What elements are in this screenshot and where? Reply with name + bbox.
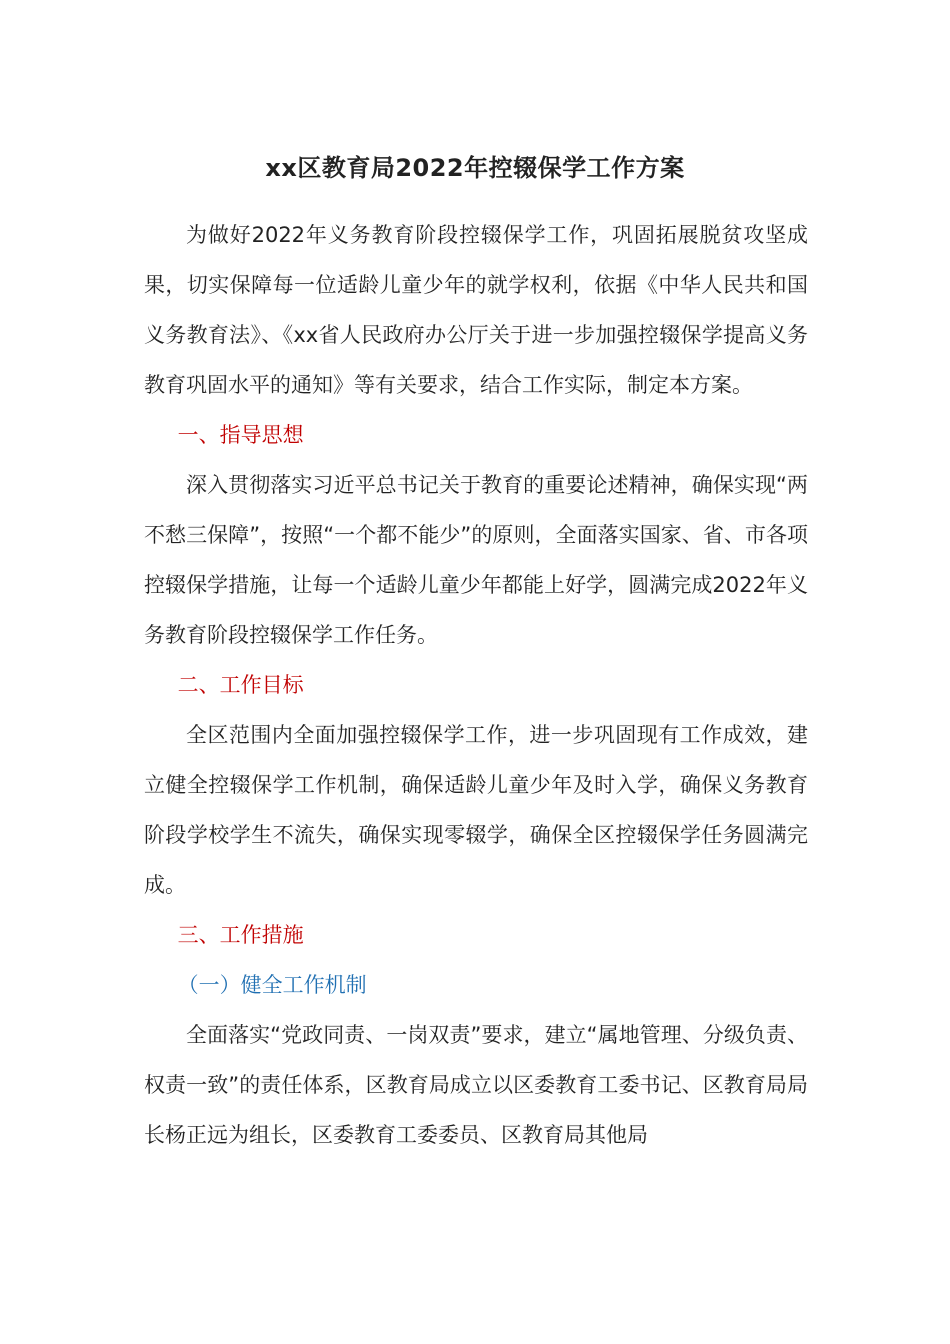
intro-paragraph: 为做好2022年义务教育阶段控辍保学工作，巩固拓展脱贫攻坚成果，切实保障每一位适龄儿童少年的就学权利，依据《中华人民共和国义务教育法》、《xx省人民政府办公厅关于进一步加强控辍保学提高义务教育巩固水平的通知》等有关要求，结合工作实际，制定本方案。 [144, 223, 808, 397]
section-paragraph-work-goals: 全区范围内全面加强控辍保学工作，进一步巩固现有工作成效，建立健全控辍保学工作机制，确保适龄儿童少年及时入学，确保义务教育阶段学校学生不流失，确保实现零辍学，确保全区控辍保学任务圆满完成。 [144, 723, 808, 897]
subsection-heading-work-mechanism: （一）健全工作机制 [177, 973, 367, 997]
section-paragraph-guiding-ideology: 深入贯彻落实习近平总书记关于教育的重要论述精神，确保实现“两不愁三保障”，按照“一个都不能少”的原则，全面落实国家、省、市各项控辍保学措施，让每一个适龄儿童少年都能上好学，圆满完成2022年义务教育阶段控辍保学工作任务。 [144, 473, 808, 647]
section-heading-work-goals: 二、工作目标 [177, 673, 304, 697]
document-body [144, 210, 808, 1160]
subsection-paragraph-work-mechanism: 全面落实“党政同责、一岗双责”要求，建立“属地管理、分级负责、权责一致”的责任体系，区教育局成立以区委教育工委书记、区教育局局长杨正远为组长，区委教育工委委员、区教育局其他局 [144, 1023, 808, 1147]
section-heading-guiding-ideology: 一、指导思想 [177, 423, 304, 447]
section-heading-work-measures: 三、工作措施 [177, 923, 304, 947]
document-title: xx区教育局2022年控辍保学工作方案 [265, 154, 685, 182]
